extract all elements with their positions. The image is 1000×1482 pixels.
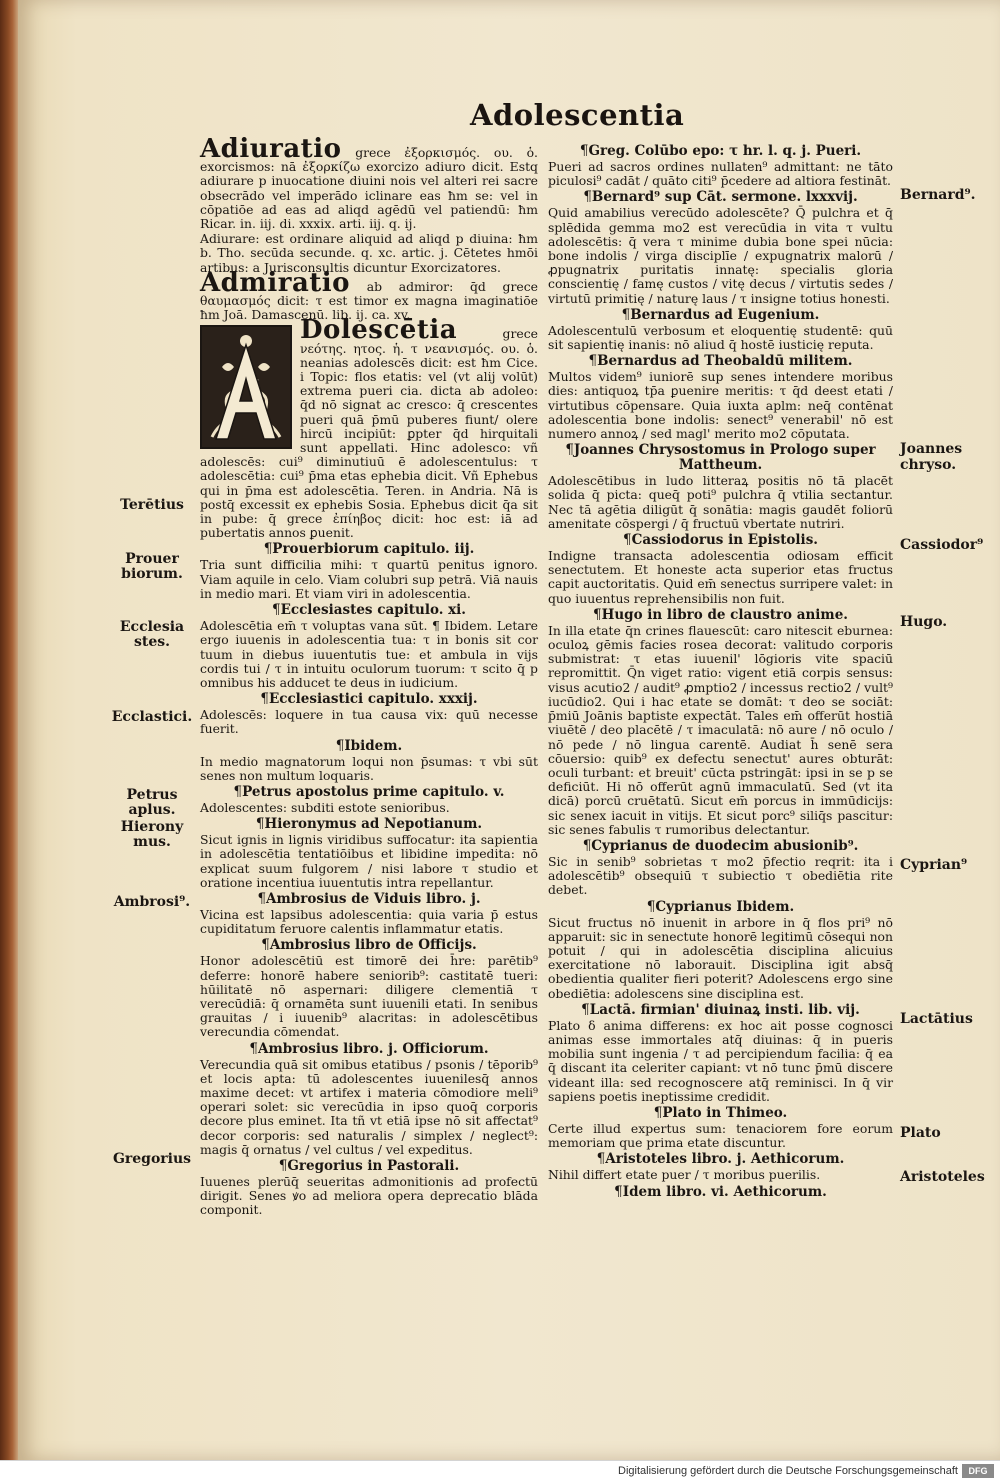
body-paragraph: Adolescentes: subditi estote senioribus. — [200, 799, 450, 815]
body-paragraph: Verecundia quā sit omibus etatibus / psonis / tēporib⁹ et locis apta: tū adolescentes iuuenilesq̄ annos maxime decet: vt artifex i materia cōmodiore meli⁹ operari solet: sic verecūdia in ipso quoq̄ corporis decore plus eminet. Ita tñ vt etiā ipse nō sit affectat⁹ decor corporis: sed naturalis / simplex / neglect⁹: magis q̄ ornatus / vel cultus / vel expeditus. — [200, 1056, 538, 1157]
margin-note-ecclesiastes-1: Ecclesia — [119, 619, 185, 635]
body-paragraph: Adolescētibus in ludo litteraꝝ positis nō tā placēt solida q̄ picta: queq̄ poti⁹ pulchra q̄ vtilia sectantur. Nec tā agētia diligūt q̄ sonātia: magis gaudēt foliorū amenitate cōspergi / q̄ fructuū vbertate nutriri. — [548, 473, 893, 531]
margin-note-cyprianus: Cyprian⁹ — [900, 857, 968, 873]
lemma-text: grece ἐξορκισμός. ου. ὁ. exorcismos: nā ἐξορκίζω exorcizo adiuro dicit. Estq adiurare p inuocatione diuini nois vel alteri rei sacre obsecrādo vel imperādo iclinare eas ħm se: vel in cōpatiōe ad eas ad aliqd agēdū vel patiendū: ħm Ricar. in. iij. di. xxxix. arti. iij. q. ij. — [200, 145, 538, 232]
dfg-logo: DFG — [962, 1464, 994, 1478]
body-paragraph: Honor adolescētiū est timorē dei h̄re: parētib⁹ deferre: honorē habere seniorib⁹: castitatē tueri: hūilitatē nō aspernari: diligere clementiā τ verecūdiā: q̄ ornamēta sunt iuuenili etati. In senibus grauitas / i iuuenib⁹ alacritas: in adolescētibus verecundia cōmendat. — [200, 953, 538, 1040]
lemma-word: Adiuratio — [200, 134, 342, 164]
section-heading: ¶ Plato in Thimeo. — [548, 1106, 893, 1121]
lemma-entry — [200, 134, 538, 232]
section-heading: ¶ Lactā. firmian' diuinaꝝ insti. lib. vij. — [548, 1003, 893, 1018]
section-heading: ¶ Joannes Chrysostomus in Prologo super Mattheum. — [548, 443, 893, 473]
margin-note-terentius: Terētius — [120, 497, 184, 513]
right-text-column — [548, 142, 893, 1201]
margin-note-cassiodorus: Cassiodor⁹ — [900, 537, 984, 553]
body-paragraph: In medio magnatorum loqui non p̄sumas: τ vbi sūt senes non multum loquaris. — [200, 753, 538, 783]
section-heading: ¶ Gregorius in Pastorali. — [200, 1159, 538, 1174]
lemma-text: ab admiror: q̄d grece θαυμασμός dicit: τ est timor ex magna imaginatiōe ħm Joā. Damascenū. lib. ij. ca. xv. — [200, 278, 538, 323]
body-paragraph: Quid amabilius verecūdo adolescēte? Q̄ pulchra et q̄ splēdida gemma mo2 est verecūdia in vita τ vultu adolescētis: q̄ vera τ minime dubia bone spei nūcia: bone indolis / virga disciplīe / expugnatrix malorū / ꝓpugnatrix puritatis innatę: specialis gloria conscientię / famę custos / vitę decus / virtutis sedes / virtutū primitię / naturę laus / τ insigne totius honesti. — [548, 205, 893, 306]
lemma-word: Admiratio — [200, 267, 351, 298]
body-paragraph: Adiurare: est ordinare aliquid ad aliqd p diuina: ħm b. Tho. secūda secunde. q. xc. artic. j. Cētetes hmōi artibus: a Jurisconsultis dicuntur Exorcizatores. — [200, 231, 538, 275]
section-heading: ¶ Petrus apostolus prime capitulo. v. — [200, 785, 538, 800]
margin-note-petrus-1: Petrus — [126, 787, 178, 803]
section-heading: ¶ Idem libro. vi. Aethicorum. — [548, 1185, 893, 1200]
section-heading: ¶ Ambrosius libro. j. Officiorum. — [200, 1042, 538, 1057]
section-heading: ¶ Greg. Colūbo epo: τ hr. l. q. j. Pueri. — [548, 144, 893, 159]
margin-note-petrus-2: aplus. — [128, 802, 176, 818]
section-heading: ¶ Bernardus ad Eugenium. — [548, 308, 893, 323]
body-paragraph: Adolescentulū verbosum et eloquentię studentē: quū sit sapientię inanis: nō aliud q̄ hostē iusticię reputa. — [548, 322, 893, 353]
body-paragraph: Adolescēs: loquere in tua causa vix: quū necesse fuerit. — [200, 707, 538, 737]
body-paragraph: Multos videm⁹ iuniorē sup senes intendere moribus dies: antiquoꝝ tp̄a ꝑuenire meritis: τ q̄d deest etati / virtutibus cōpensare. Quia iuxta aplm: neq̄ contēnat adolescentia bone indolis: senect⁹ venerabil' nō est numero annoꝝ / sed magl' merito mo2 cōputata. — [548, 369, 893, 442]
section-heading: ¶ Ambrosius de Viduis libro. j. — [200, 892, 538, 907]
section-heading: ¶ Bernardus ad Theobaldū militem. — [548, 354, 893, 369]
section-heading: ¶ Ibidem. — [200, 739, 538, 754]
body-paragraph: Sic in senib⁹ sobrietas τ mo2 p̄fectio reqrit: ita i adolescētib⁹ obsequiū τ subiectio τ obediētia rite debet. — [548, 853, 893, 898]
margin-note-joannes-2: chryso. — [900, 457, 957, 473]
lemma-entry-main — [200, 315, 538, 541]
body-paragraph: Adolescētia em̄ τ voluptas vana sūt. ¶ Ibidem. Letare ergo iuuenis in adolescentia tua: τ in bonis sit cor tuum in diebus iuuentutis tue: et ambula in vijs cordis tui / τ in intuitu oculorum tuorum: τ scito q̄ p omnibus his adducet te deus in iudicium. — [200, 618, 538, 690]
body-paragraph: In illa etate q̄n crines flauescūt: caro nitescit eburnea: oculoꝝ gēmis facies rosea decorat: valitudo corporis submistrat: τ etas iuuenil' lōgioris vite spaciū repromittit. Q̄n viget ratio: vigent etiā corpis sensus: visus acutio2 / audit⁹ ꝓmptio2 / incessus rectio2 / vult⁹ iucūdio2. Qui i hac etate se domāt: τ deo se sociāt: p̄miū Joānis baptiste expectāt. Tales em̄ offerūt hostiā viuētē / deo placētē / τ imaculatā: nō aure / nō oculo / nō pede / nō lingua carentē. Audiat h̄ senē sera cōuersio: quib⁹ ex defectu senectut' aures obturāt: oculi turbant: et breuit' cūcta pstringāt: ipsi in se p se deficiūt. Hi nō offerūt agnū immaculatū. Sed (vt ita dicā) porcū cruētatū. Sicut em̄ porcus in immūdicijs: sic senex iacuit in vitijs. Et sicut porc⁹ siliq̄s pascitur: sic senes fabulis τ rumoribus delectantur. — [548, 622, 893, 837]
lemma-word: Dolescētia — [300, 315, 458, 346]
body-paragraph: Vicina est lapsibus adolescentia: quia varia p̄ estus cupiditatum feruore calentis inflammatur etatis. — [200, 906, 538, 937]
body-paragraph: Sicut fructus nō inuenit in arbore in q̄ flos pri⁹ nō apparuit: sic in senectute honorē legitimū cōsequi non potuit / qui in adolescētia disciplina alicuius exercitatione nō laborauit. Disciplina igit absq̄ obedientia qualiter fieri poterit? Adolescens ergo sine obediētia: adolescens sine disciplina est. — [548, 914, 893, 1001]
digitization-footer — [0, 1460, 1000, 1482]
margin-note-gregorius: Gregorius — [112, 1151, 192, 1167]
section-heading: ¶ Hieronymus ad Nepotianum. — [200, 817, 538, 832]
margin-note-aristoteles: Aristoteles — [900, 1169, 985, 1185]
margin-note-ecclesiastici: Ecclastici. — [111, 709, 193, 725]
section-heading: ¶ Aristoteles libro. j. Aethicorum. — [548, 1152, 893, 1167]
section-heading: ¶ Hugo in libro de claustro anime. — [548, 608, 893, 623]
margin-note-hieronymus-1: Hierony — [120, 819, 184, 835]
margin-note-ambrosius: Ambrosi⁹. — [113, 894, 191, 910]
body-paragraph: Indigne transacta adolescentia odiosam efficit senectutem. Et honeste acta superior etas fructus capit auctoritatis. Quid em̄ senectus surripere valet: in quo iuuentus reprehensibilis non fuit. — [548, 548, 893, 606]
lemma-text: grece νεότης. ητος. ἡ. τ νεανισμός. ου. ὁ. neanias adolescēs dicit: est ħm Cice. i Topic: flos etatis: vel (vt alij volūt) extrema pueri cia. dicta ab adoleo: q̄d nō signat ac cresco: q̄ crescentes pueri quā p̄mū puberes fiunt/ olere hircū incipiūt: ꝑpter q̄d hirquitali sunt appellati. Hinc adolesco: vñ adolescēs: cui⁹ diminutiuū ē adolescentulus: τ adolescētia: cui⁹ p̄ma etas ephebia dicit. Vñ Ephebus qui in p̄ma est adolescētia. Teren. in Andria. Nā is postq̄ excessit ex ephebis Sosia. Ephebus dicit q̄a sit in pube: q̄ grece ἐπίηβος dicit: hoc est: iā ad pubertatis annos ꝑuenit. — [200, 326, 538, 541]
body-paragraph: Sicut ignis in lignis viridibus suffocatur: ita sapientia in adolescētia tentatiōibus et libidine impedita: nō explicat suum fulgorem / nisi labore τ studio et oratione incentiua iuuentutis intra repellantur. — [200, 832, 538, 890]
section-heading: ¶ Cyprianus de duodecim abusionib⁹. — [548, 839, 893, 854]
margin-note-prouerbiorum-1: Prouer — [125, 551, 179, 567]
margin-note-lactantius: Lactātius — [900, 1011, 973, 1027]
page-header-title: Adolescentia — [470, 98, 685, 132]
margin-note-plato: Plato — [900, 1125, 941, 1141]
book-binding-edge — [0, 0, 18, 1460]
decorated-initial-a-icon — [200, 325, 292, 449]
body-paragraph: Iuuenes plerūq̄ seueritas admonitionis ad profectū dirigit. Senes ꝟo ad meliora opera deprecatio blāda componit. — [200, 1173, 538, 1218]
body-paragraph: Nihil differt etate puer / τ moribus puerilis. — [548, 1167, 821, 1183]
section-heading: ¶ Ecclesiastes capitulo. xi. — [200, 603, 538, 618]
margin-note-hugo: Hugo. — [900, 614, 948, 630]
body-paragraph: Tria sunt difficilia mihi: τ quartū penitus ignoro. Viam aquile in celo. Viam colubri sup petrā. Viā nauis in medio mari. Et viam viri in adolescentia. — [200, 557, 538, 601]
section-heading: ¶ Bernard⁹ sup Cāt. sermone. lxxxvij. — [548, 190, 893, 205]
section-heading: ¶ Ambrosius libro de Officijs. — [200, 938, 538, 953]
section-heading: ¶ Ecclesiastici capitulo. xxxij. — [200, 692, 538, 707]
body-paragraph: Plato δ anima differens: ex hoc ait posse cognosci animas esse immortales atq̄ diuinas: q̄ in pueris mobilia sunt ingenia / τ ad percipiendum facilia: q̄ ea q̄ discant ita celeriter capiant: vt nō tunc p̄mū discere videant illa: sed recognoscere atq̄ reminisci. In q̄ vir sapiens poetis ineptissime credidit. — [548, 1017, 893, 1104]
section-heading: ¶ Cyprianus Ibidem. — [548, 900, 893, 915]
body-paragraph: Pueri ad sacros ordines nullaten⁹ admittant: ne tāto piculosi⁹ cadāt / quāto citi⁹ p̄cedere ad altiora festināt. — [548, 159, 893, 189]
margin-note-ecclesiastes-2: stes. — [133, 634, 170, 650]
section-heading: ¶ Prouerbiorum capitulo. iij. — [200, 542, 538, 557]
margin-note-hieronymus-2: mus. — [133, 834, 171, 850]
margin-note-joannes-1: Joannes — [900, 441, 963, 457]
margin-note-bernardus: Bernard⁹. — [900, 187, 976, 203]
section-heading: ¶ Cassiodorus in Epistolis. — [548, 533, 893, 548]
funding-credit: Digitalisierung gefördert durch die Deutsche Forschungsgemeinschaft — [618, 1465, 958, 1477]
left-text-column — [200, 134, 538, 1219]
body-paragraph: Certe illud expertus sum: tenaciorem fore eorum memoriam que prima etate discuntur. — [548, 1120, 893, 1151]
margin-note-prouerbiorum-2: biorum. — [121, 566, 183, 582]
